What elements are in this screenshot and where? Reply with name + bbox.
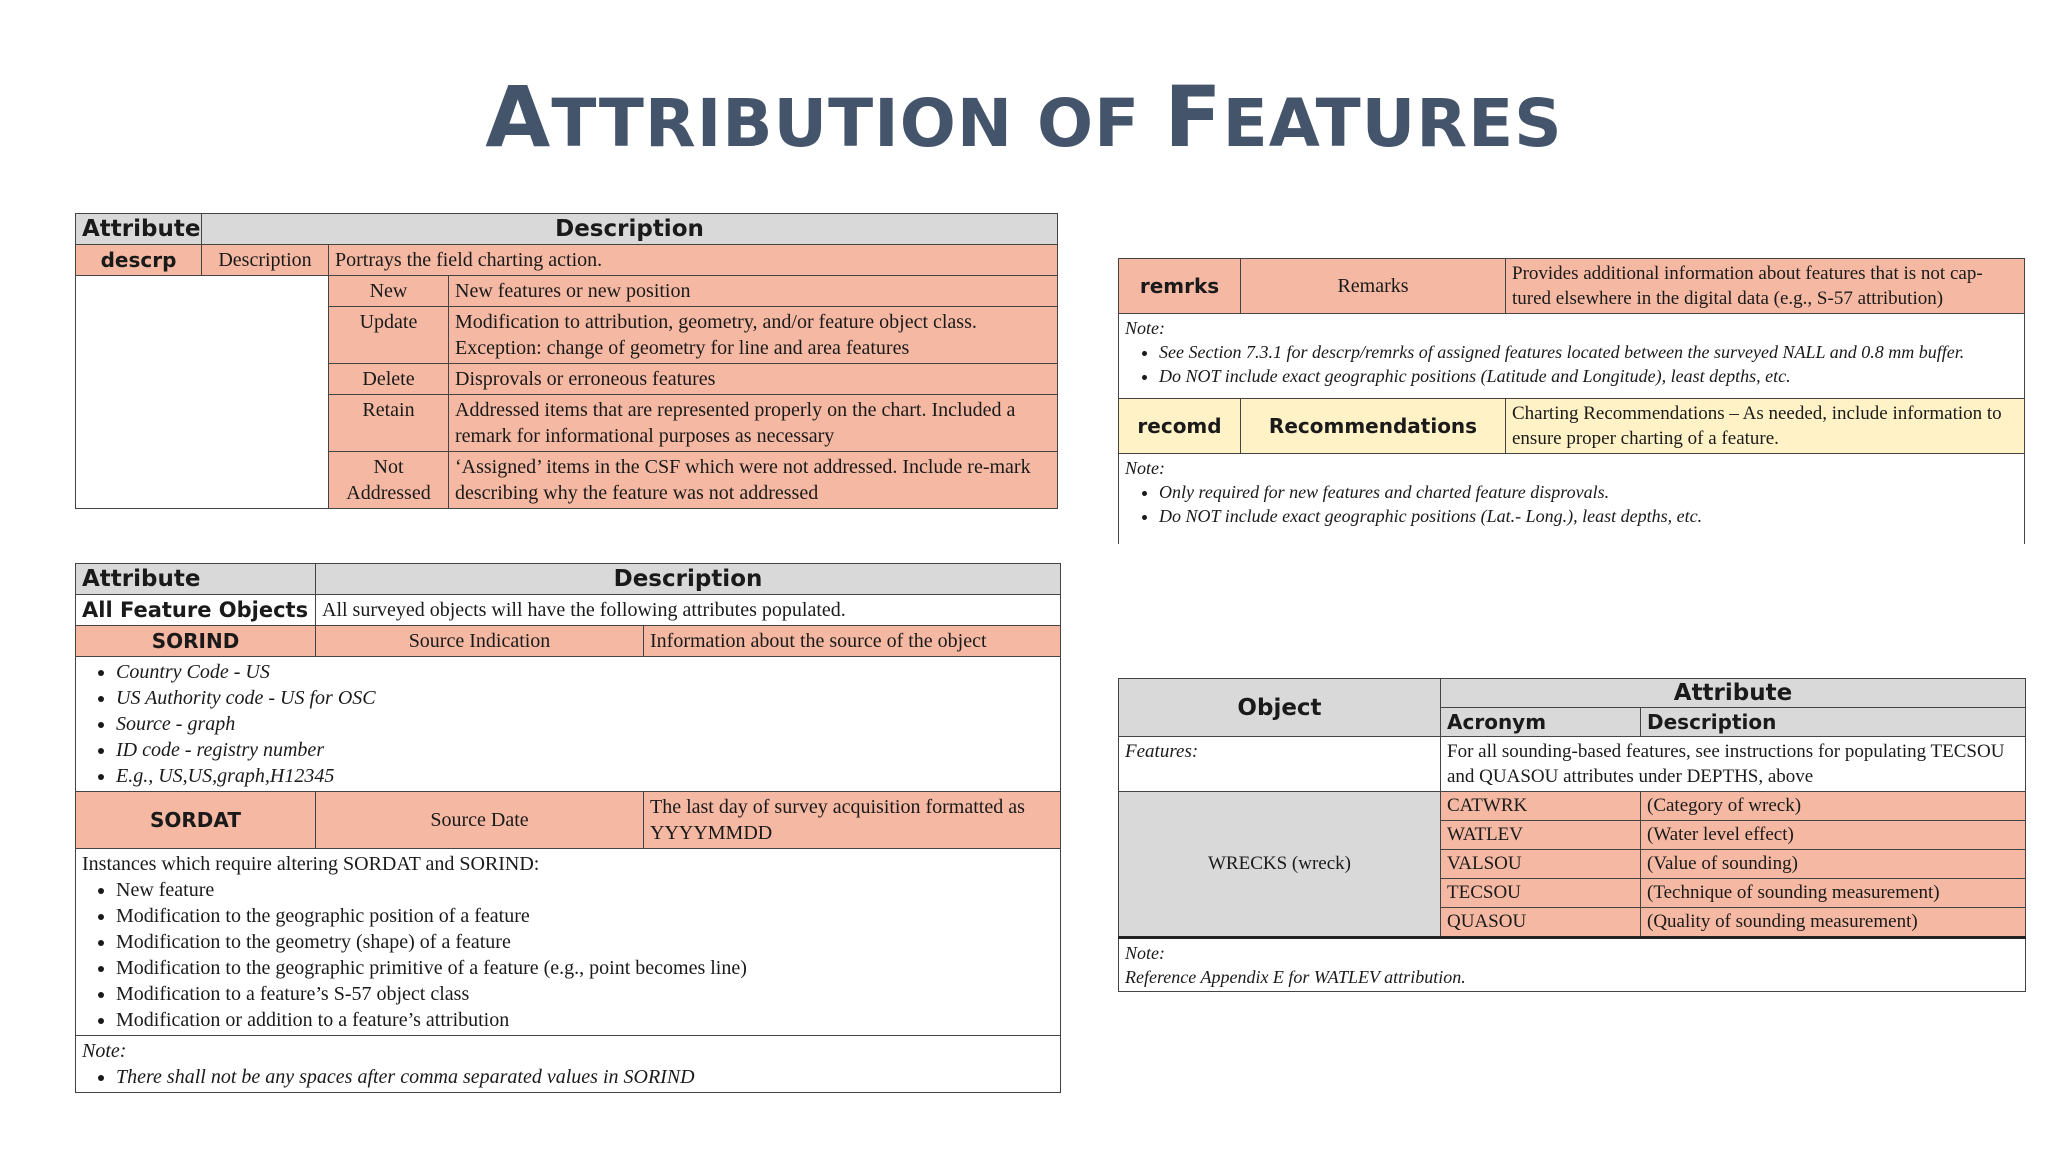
description-watlev: (Water level effect): [1641, 821, 2026, 850]
attr-descrp: descrp: [76, 245, 202, 276]
note-list: [82, 1064, 1054, 1090]
list-item: • Modification to a feature’s S-57 object class: [116, 981, 1054, 1007]
value-not-addressed: Not Addressed: [329, 452, 449, 509]
acronym-valsou: VALSOU: [1441, 850, 1641, 879]
list-item: • Only required for new features and charted feature disprovals.: [1159, 480, 2018, 504]
list-item: • Modification to the geographic primitive of a feature (e.g., point becomes line): [116, 955, 1054, 981]
sorind-list: [82, 659, 1054, 789]
note-label: Note:: [1125, 318, 1165, 338]
header-description: Description: [202, 214, 1058, 245]
acronym-quasou: QUASOU: [1441, 908, 1641, 938]
header-attribute: Attribute: [1441, 679, 2026, 708]
value-retain-text: Addressed items that are represented properly on the chart. Included a remark for informational purposes as necessary: [449, 395, 1058, 452]
note-list: [1125, 340, 2018, 388]
description-quasou: (Quality of sounding measurement): [1641, 908, 2026, 938]
header-attribute: Attribute: [76, 214, 202, 245]
header-description: Description: [1641, 708, 2026, 737]
sorind-acronym: SORIND: [76, 626, 316, 657]
value-update-text: Modification to attribution, geometry, and/or feature object class. Exception: change of geometry for line and area features: [449, 307, 1058, 364]
list-item: • US Authority code - US for OSC: [116, 685, 1054, 711]
attr-descrp-name: Description: [202, 245, 329, 276]
note-label: Note:: [82, 1040, 127, 1062]
features-label: Features:: [1119, 737, 1441, 792]
value-update: Update: [329, 307, 449, 364]
acronym-watlev: WATLEV: [1441, 821, 1641, 850]
remarks-table: [1118, 258, 2025, 544]
remrks-text: Provides additional information about features that is not cap-tured elsewhere in the digital data (e.g., S-57 attribution): [1506, 259, 2025, 314]
header-object: Object: [1119, 679, 1441, 737]
all-feature-objects-label: All Feature Objects: [76, 595, 316, 626]
list-item: • Country Code - US: [116, 659, 1054, 685]
list-item: • Modification or addition to a feature’s attribution: [116, 1007, 1054, 1033]
recomd-name: Recommendations: [1241, 399, 1506, 454]
all-feature-objects-text: All surveyed objects will have the following attributes populated.: [316, 595, 1061, 626]
remrks-note-cell: [1119, 314, 2025, 399]
instances-cell: [76, 849, 1061, 1036]
list-item: • There shall not be any spaces after comma separated values in SORIND: [116, 1064, 1054, 1090]
attr-descrp-text: Portrays the field charting action.: [329, 245, 1058, 276]
blank-cell: [76, 276, 329, 509]
value-retain: Retain: [329, 395, 449, 452]
value-new-text: New features or new position: [449, 276, 1058, 307]
wrecks-note-cell: [1119, 938, 2026, 992]
instances-intro: Instances which require altering SORDAT and SORIND:: [82, 853, 540, 875]
list-item: • E.g., US,US,graph,H12345: [116, 763, 1054, 789]
remrks-acronym: remrks: [1119, 259, 1241, 314]
recomd-note-cell: [1119, 454, 2025, 545]
source-table: [75, 563, 1061, 1093]
sorind-text: Information about the source of the object: [644, 626, 1061, 657]
list-item: • Modification to the geometry (shape) of a feature: [116, 929, 1054, 955]
recomd-acronym: recomd: [1119, 399, 1241, 454]
sordat-acronym: SORDAT: [76, 792, 316, 849]
note-text: Reference Appendix E for WATLEV attribution.: [1125, 967, 1466, 987]
note-label: Note:: [1125, 458, 1165, 478]
header-description: Description: [316, 564, 1061, 595]
list-item: • Do NOT include exact geographic positions (Lat.- Long.), least depths, etc.: [1159, 504, 2018, 528]
value-not-addressed-text: ‘Assigned’ items in the CSF which were not addressed. Include re-mark describing why the feature was not addressed: [449, 452, 1058, 509]
sordat-text: The last day of survey acquisition formatted as YYYYMMDD: [644, 792, 1061, 849]
value-new: New: [329, 276, 449, 307]
list-item: • See Section 7.3.1 for descrp/remrks of assigned features located between the surveyed NALL and 0.8 mm buffer.: [1159, 340, 2018, 364]
acronym-tecsou: TECSOU: [1441, 879, 1641, 908]
descrp-table: [75, 213, 1058, 509]
remrks-name: Remarks: [1241, 259, 1506, 314]
sordat-name: Source Date: [316, 792, 644, 849]
instances-list: [82, 877, 1054, 1033]
description-catwrk: (Category of wreck): [1641, 792, 2026, 821]
header-acronym: Acronym: [1441, 708, 1641, 737]
list-item: • ID code - registry number: [116, 737, 1054, 763]
value-delete: Delete: [329, 364, 449, 395]
list-item: • Modification to the geographic position of a feature: [116, 903, 1054, 929]
header-attribute: Attribute: [76, 564, 316, 595]
sordat-note-cell: [76, 1036, 1061, 1093]
list-item: • Do NOT include exact geographic positions (Latitude and Longitude), least depths, etc.: [1159, 364, 2018, 388]
features-text: For all sounding-based features, see instructions for populating TECSOU and QUASOU attributes under DEPTHS, above: [1441, 737, 2026, 792]
acronym-catwrk: CATWRK: [1441, 792, 1641, 821]
list-item: • New feature: [116, 877, 1054, 903]
recomd-text: Charting Recommendations – As needed, include information to ensure proper charting of a feature.: [1506, 399, 2025, 454]
list-item: • Source - graph: [116, 711, 1054, 737]
object-wrecks: WRECKS (wreck): [1119, 792, 1441, 938]
wrecks-table: [1118, 678, 2026, 992]
note-list: [1125, 480, 2018, 528]
value-delete-text: Disprovals or erroneous features: [449, 364, 1058, 395]
sorind-name: Source Indication: [316, 626, 644, 657]
page-title: ATTRIBUTION OF FEATURES: [485, 68, 1563, 166]
sorind-list-cell: [76, 657, 1061, 792]
description-valsou: (Value of sounding): [1641, 850, 2026, 879]
note-label: Note:: [1125, 943, 1165, 963]
description-tecsou: (Technique of sounding measurement): [1641, 879, 2026, 908]
